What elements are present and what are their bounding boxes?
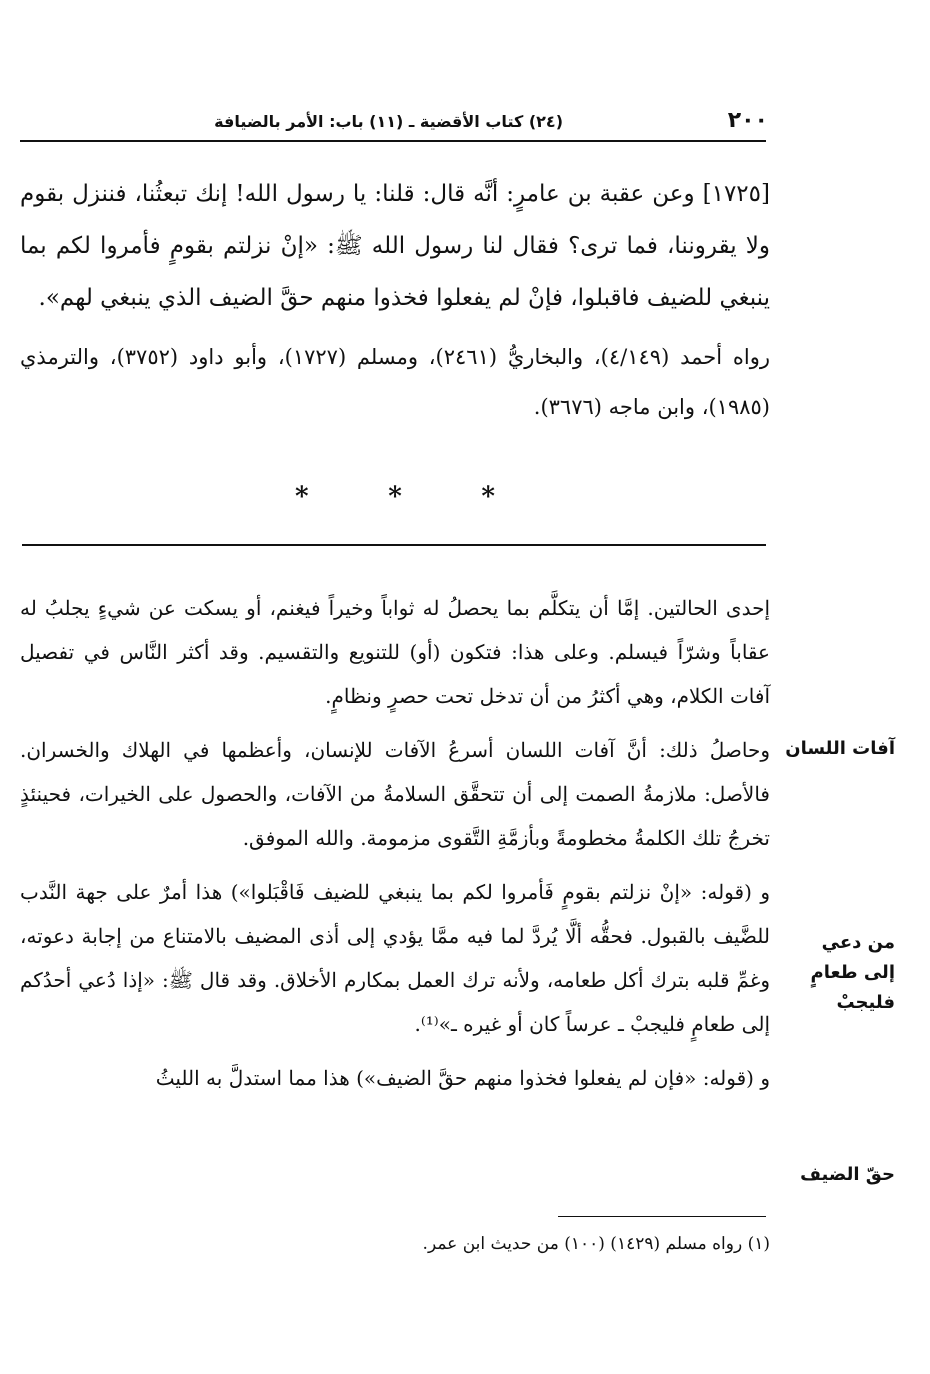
- commentary-paragraph: إحدى الحالتين. إمَّا أن يتكلَّم بما يحصلُ له ثواباً وخيراً فيغنم، أو يسكت عن شيءٍ يجلبُ له عقاباً وشرّاً فيسلم. وعلى هذا: فتكون (أو) للتنويع والتقسيم. وقد أكثر النَّاس في تفصيل آفات الكلام، وهي أكثرُ من أن تدخل تحت حصرٍ ونظامٍ.: [20, 596, 770, 708]
- separator-star: *: [481, 482, 495, 512]
- commentary-paragraph: و (قوله: «فإن لم يفعلوا فخذوا منهم حقَّ الضيف») هذا مما استدلَّ به الليثُ: [155, 1066, 770, 1090]
- hadith-text: [١٧٢٥] وعن عقبة بن عامرٍ: أنَّه قال: قلنا: يا رسول الله! إنك تبعثُنا، فننزل بقوم ولا يقروننا، فما ترى؟ فقال لنا رسول الله ﷺ: «إنْ نزلتم بقومٍ فأمروا لكم بما ينبغي للضيف فاقبلوا، فإنْ لم يفعلوا فخذوا منهم حقَّ الضيف الذي ينبغي لهم».: [20, 181, 770, 311]
- separator-star: *: [388, 482, 402, 512]
- page-header: [22, 108, 768, 138]
- page-number: ٢٠٠: [727, 108, 768, 133]
- commentary-block: [20, 586, 770, 1110]
- footnote-rule: [558, 1216, 766, 1217]
- side-heading: حقّ الضيف: [800, 1164, 895, 1185]
- commentary-paragraph: وحاصلُ ذلك: أنَّ آفات اللسان أسرعُ الآفات للإنسان، وأعظمها في الهلاك والخسران. فالأصل: ملازمةُ الصمت إلى أن تتحقَّق السلامةُ من الآفات، والحصول على الخيرات، فحينئذٍ تخرجُ تلك الكلمةُ مخطومةً وبأزمَّةِ التَّقوى مزمومة. والله الموفق.: [20, 738, 770, 850]
- separator-star: *: [295, 482, 309, 512]
- commentary-paragraph: و (قوله: «إنْ نزلتم بقومٍ فَأمروا لكم بما ينبغي للضيف فَاقْبَلوا») هذا أمرٌ على جهة النَّدب للضَّيف بالقبول. فحقُّه ألَّا يُردَّ لما فيه ممَّا يؤدي إلى أذى المضيف بالامتناع من إجابة دعوته، وغمِّ قلبه بترك أكل طعامه، ولأنه ترك العمل بمكارم الأخلاق. وقد قال ﷺ: «إذا دُعي أحدُكم إلى طعامٍ فليجبْ ـ عرساً كان أو غيره ـ»⁽¹⁾.: [20, 880, 770, 1036]
- section-rule: [22, 544, 766, 546]
- hadith-reference: رواه أحمد (٤/١٤٩)، والبخاريُّ (٢٤٦١)، ومسلم (١٧٢٧)، وأبو داود (٣٧٥٢)، والترمذي (١٩٨٥)، وابن ماجه (٣٦٧٦).: [20, 345, 770, 419]
- running-title: (٢٤) كتاب الأقضية ـ (١١) باب: الأمر بالضيافة: [214, 112, 563, 131]
- hadith-block: [20, 168, 770, 432]
- side-heading: آفات اللسان: [785, 738, 895, 759]
- header-rule: [20, 140, 766, 142]
- side-heading: من دعي إلى طعامٍ فليجبْ: [810, 932, 895, 1013]
- separator-stars: [295, 482, 495, 512]
- footnote: (١) رواه مسلم (١٤٢٩) (١٠٠) من حديث ابن عمر.: [422, 1234, 770, 1254]
